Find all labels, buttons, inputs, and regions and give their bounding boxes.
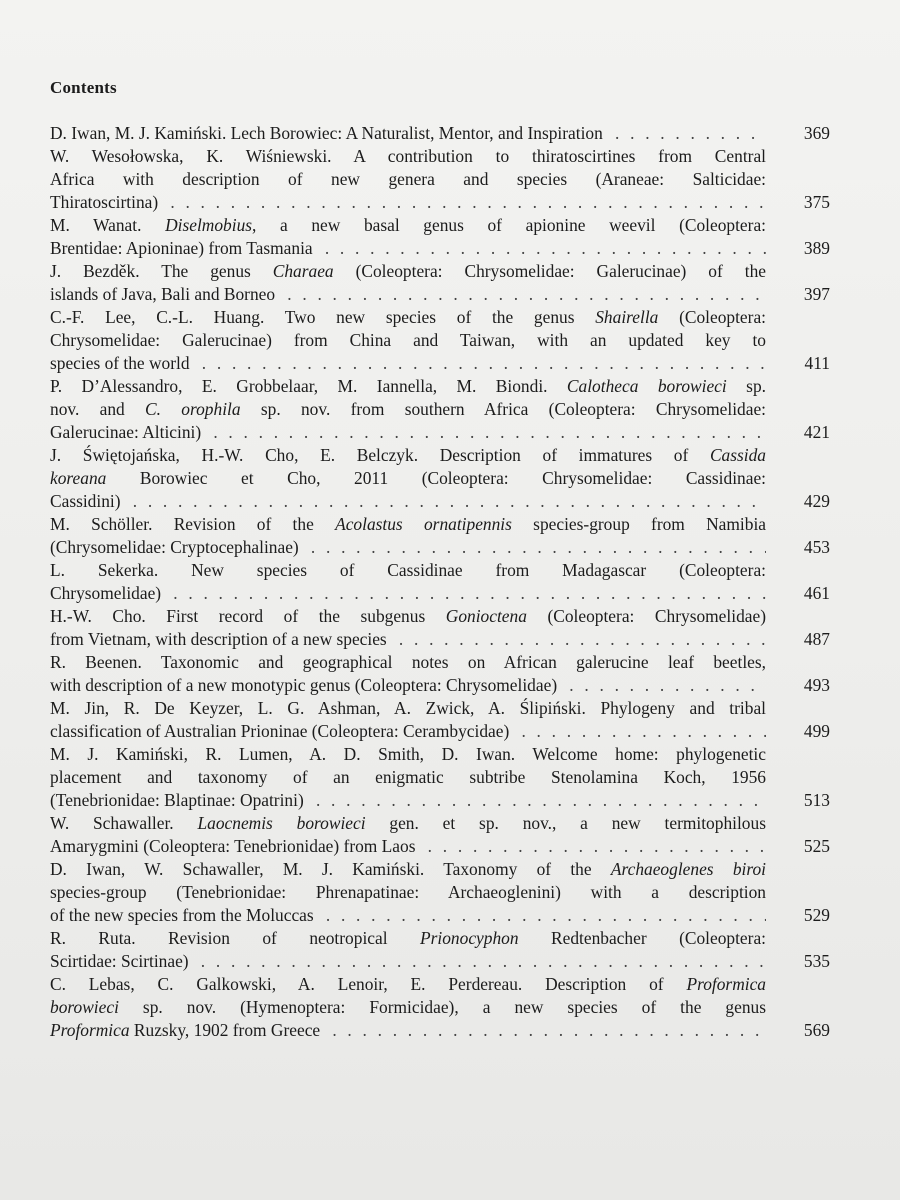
toc-page-number: 461 bbox=[803, 583, 830, 603]
toc-entry bbox=[50, 743, 830, 812]
toc-entry-last-line bbox=[50, 352, 766, 375]
toc-entry-text: Amarygmini (Coleoptera: Tenebrionidae) from Laos bbox=[50, 836, 416, 856]
toc-entry-text: Cassidini) bbox=[50, 491, 121, 511]
toc-page-number: 525 bbox=[803, 836, 830, 856]
toc-entry-line: L. Sekerka. New species of Cassidinae from Madagascar (Coleoptera: bbox=[50, 560, 766, 580]
toc-entry-text: D. Iwan, M. J. Kamiński. Lech Borowiec: A Naturalist, Mentor, and Inspiration bbox=[50, 123, 603, 143]
toc-entry bbox=[50, 812, 830, 858]
toc-entry-last-line bbox=[50, 237, 766, 260]
toc-entry-line: Africa with description of new genera and species (Araneae: Salticidae: bbox=[50, 169, 766, 189]
dot-leader bbox=[196, 352, 766, 375]
toc-page-number: 421 bbox=[803, 422, 830, 442]
dot-leader bbox=[393, 628, 766, 651]
toc-entry-last-line bbox=[50, 1019, 766, 1042]
toc-page-number: 513 bbox=[803, 790, 830, 810]
toc-entry bbox=[50, 605, 830, 651]
dot-leader bbox=[207, 421, 766, 444]
toc-page-number: 569 bbox=[803, 1020, 830, 1040]
toc-entry-text: Scirtidae: Scirtinae) bbox=[50, 951, 189, 971]
toc-entry-last-line bbox=[50, 720, 766, 743]
dot-leader bbox=[609, 122, 766, 145]
toc-entry-last-line bbox=[50, 536, 766, 559]
dot-leader bbox=[167, 582, 766, 605]
dot-leader bbox=[164, 191, 766, 214]
toc-entry-last-line bbox=[50, 628, 766, 651]
dot-leader bbox=[195, 950, 766, 973]
toc-entry-last-line bbox=[50, 421, 766, 444]
toc-entry-line: M. Wanat. Diselmobius, a new basal genus of apionine weevil (Coleoptera: bbox=[50, 215, 766, 235]
toc-entry-line: borowieci sp. nov. (Hymenoptera: Formicidae), a new species of the genus bbox=[50, 997, 766, 1017]
toc-entry-text: Thiratoscirtina) bbox=[50, 192, 159, 212]
dot-leader bbox=[281, 283, 766, 306]
toc-page-number: 499 bbox=[803, 721, 830, 741]
toc-entry-line: Chrysomelidae: Galerucinae) from China and Taiwan, with an updated key to bbox=[50, 330, 766, 350]
toc-entry-last-line bbox=[50, 283, 766, 306]
toc-page-number: 397 bbox=[803, 284, 830, 304]
toc-entry bbox=[50, 559, 830, 605]
toc-page-number: 411 bbox=[804, 353, 830, 373]
dot-leader bbox=[127, 490, 766, 513]
toc-entry-text: (Chrysomelidae: Cryptocephalinae) bbox=[50, 537, 299, 557]
dot-leader bbox=[310, 789, 766, 812]
toc-entry-text: Brentidae: Apioninae) from Tasmania bbox=[50, 238, 313, 258]
toc-entry-line: W. Schawaller. Laocnemis borowieci gen. et sp. nov., a new termitophilous bbox=[50, 813, 766, 833]
toc-entry-text: islands of Java, Bali and Borneo bbox=[50, 284, 276, 304]
toc-entry bbox=[50, 306, 830, 375]
toc-entry bbox=[50, 513, 830, 559]
toc-entry-last-line bbox=[50, 490, 766, 513]
toc-entry-text: from Vietnam, with description of a new species bbox=[50, 629, 387, 649]
toc-entry-text: with description of a new monotypic genus (Coleoptera: Chrysomelidae) bbox=[50, 675, 558, 695]
toc-entry bbox=[50, 927, 830, 973]
dot-leader bbox=[326, 1019, 766, 1042]
toc-entry-line: M. Schöller. Revision of the Acolastus ornatipennis species-group from Namibia bbox=[50, 514, 766, 534]
toc-entry-last-line bbox=[50, 789, 766, 812]
toc-entry-line: R. Beenen. Taxonomic and geographical notes on African galerucine leaf beetles, bbox=[50, 652, 766, 672]
toc-entry-line: R. Ruta. Revision of neotropical Prionocyphon Redtenbacher (Coleoptera: bbox=[50, 928, 766, 948]
toc-entry-last-line bbox=[50, 904, 766, 927]
toc-entry bbox=[50, 145, 830, 214]
toc-entry bbox=[50, 214, 830, 260]
toc-entry-last-line bbox=[50, 582, 766, 605]
toc-entry-line: J. Świętojańska, H.-W. Cho, E. Belczyk. Description of immatures of Cassida bbox=[50, 445, 766, 465]
contents-heading: Contents bbox=[50, 78, 117, 97]
toc-entry-line: M. Jin, R. De Keyzer, L. G. Ashman, A. Zwick, A. Ślipiński. Phylogeny and tribal bbox=[50, 698, 766, 718]
toc-entry-last-line bbox=[50, 122, 766, 145]
toc-page-number: 369 bbox=[803, 123, 830, 143]
dot-leader bbox=[319, 237, 766, 260]
toc-entry bbox=[50, 444, 830, 513]
toc-page-number: 535 bbox=[803, 951, 830, 971]
toc-entry bbox=[50, 697, 830, 743]
toc-entry-text: species of the world bbox=[50, 353, 190, 373]
dot-leader bbox=[563, 674, 766, 697]
toc-entry-line: koreana Borowiec et Cho, 2011 (Coleoptera: Chrysomelidae: Cassidinae: bbox=[50, 468, 766, 488]
toc-entry-line: species-group (Tenebrionidae: Phrenapatinae: Archaeoglenini) with a description bbox=[50, 882, 766, 902]
toc-entry-line: P. D’Alessandro, E. Grobbelaar, M. Iannella, M. Biondi. Calotheca borowieci sp. bbox=[50, 376, 766, 396]
dot-leader bbox=[320, 904, 766, 927]
toc-page-number: 529 bbox=[803, 905, 830, 925]
toc-entry-line: nov. and C. orophila sp. nov. from southern Africa (Coleoptera: Chrysomelidae: bbox=[50, 399, 767, 419]
toc-page-number: 375 bbox=[803, 192, 830, 212]
dot-leader bbox=[515, 720, 766, 743]
toc-entry-last-line bbox=[50, 835, 766, 858]
toc-entry-text: of the new species from the Moluccas bbox=[50, 905, 314, 925]
toc-entry-line: placement and taxonomy of an enigmatic subtribe Stenolamina Koch, 1956 bbox=[50, 767, 766, 787]
toc-entry-line: H.-W. Cho. First record of the subgenus Gonioctena (Coleoptera: Chrysomelidae) bbox=[50, 606, 766, 626]
dot-leader bbox=[421, 835, 766, 858]
toc-entry bbox=[50, 973, 830, 1042]
toc-page-number: 493 bbox=[803, 675, 830, 695]
toc-entry-line: C.-F. Lee, C.-L. Huang. Two new species of the genus Shairella (Coleoptera: bbox=[50, 307, 766, 327]
toc-page-number: 487 bbox=[803, 629, 830, 649]
toc-entry-text: Proformica Ruzsky, 1902 from Greece bbox=[50, 1020, 321, 1040]
toc-page-number: 429 bbox=[803, 491, 830, 511]
toc-entry bbox=[50, 858, 830, 927]
toc-page-number: 389 bbox=[803, 238, 830, 258]
toc-entry-line: J. Bezděk. The genus Charaea (Coleoptera: Chrysomelidae: Galerucinae) of the bbox=[50, 261, 766, 281]
toc-entry-last-line bbox=[50, 950, 766, 973]
toc-entry bbox=[50, 260, 830, 306]
toc-entry-text: Galerucinae: Alticini) bbox=[50, 422, 202, 442]
toc-entry-line: C. Lebas, C. Galkowski, A. Lenoir, E. Perdereau. Description of Proformica bbox=[50, 974, 766, 994]
toc-entry-text: classification of Australian Prioninae (Coleoptera: Cerambycidae) bbox=[50, 721, 510, 741]
toc-entry-text: Chrysomelidae) bbox=[50, 583, 162, 603]
toc-entry bbox=[50, 122, 830, 145]
toc-entry-line: W. Wesołowska, K. Wiśniewski. A contribution to thiratoscirtines from Central bbox=[50, 146, 766, 166]
toc-entry-line: D. Iwan, W. Schawaller, M. J. Kamiński. Taxonomy of the Archaeoglenes biroi bbox=[50, 859, 766, 879]
toc-entry-text: (Tenebrionidae: Blaptinae: Opatrini) bbox=[50, 790, 304, 810]
toc-page-number: 453 bbox=[803, 537, 830, 557]
toc-entry bbox=[50, 651, 830, 697]
toc-entry-last-line bbox=[50, 674, 766, 697]
toc-entry bbox=[50, 375, 830, 444]
toc-entry-last-line bbox=[50, 191, 766, 214]
table-of-contents bbox=[50, 122, 830, 1042]
toc-entry-line: M. J. Kamiński, R. Lumen, A. D. Smith, D. Iwan. Welcome home: phylogenetic bbox=[50, 744, 766, 764]
dot-leader bbox=[305, 536, 766, 559]
